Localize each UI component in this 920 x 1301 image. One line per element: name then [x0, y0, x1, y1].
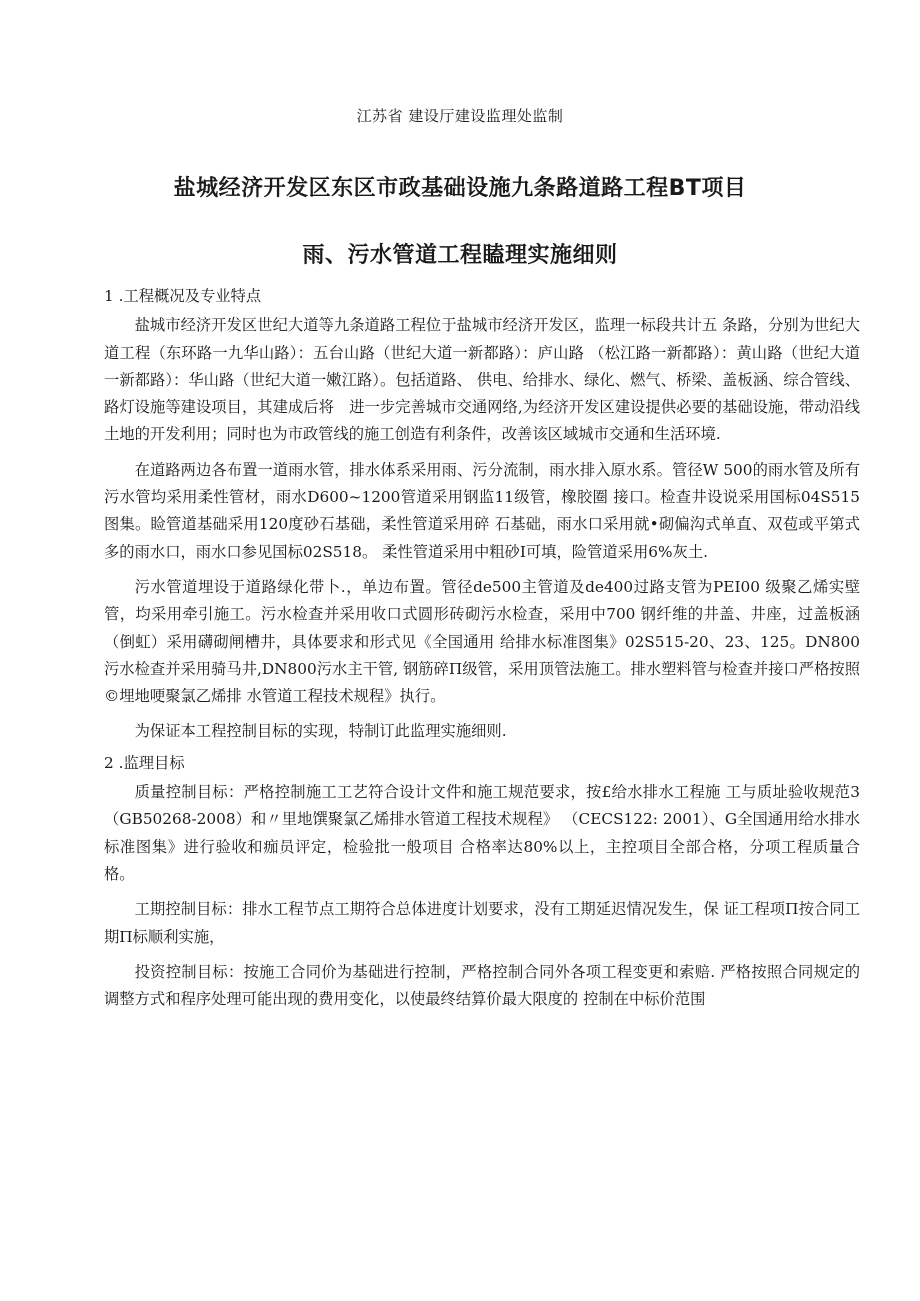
paragraph-quality-objective: 质量控制目标：严格控制施工工艺符合设计文件和施工规范要求，按£给水排水工程施 工与质址验收规范3 （GB50268-2008）和〃里地馔聚氯乙烯排水管道工程技术规程》 （CECS122: 2001）、G全国通用给水排水标准图集》进行验收和痂员评定，检验批一般项目 合格率达80%以上，主控项目全部合格，分项工程质量合格。	[104, 783, 860, 883]
paragraph-purpose: 为保证本工程控制目标的实现，特制订此监理实施细则.	[134, 722, 507, 741]
document-title-line-2: 雨、污水管道工程瞌理实施细则	[302, 243, 618, 268]
paragraph-rainwater-pipes: 在道路两边各布置一道雨水管，排水体系采用雨、污分流制，雨水排入原水系。管径W 500的雨水管及所有污水管均采用柔性管材，雨水D600~1200管道采用钢监11级管，橡胶圈 接口。检查井设说采用国标04S515图集。睑管道基础采用120度砂石基础，柔性管道采用碎 石基础，雨水口采用就•砌偏沟式单直、双苞或平第式多的雨水口，雨水口参见国标02S518。 柔性管道采用中粗砂I可填，险管道采用6%灰土.	[104, 460, 860, 561]
section-heading-overview: 1 .工程概况及专业特点	[104, 287, 262, 305]
issuer-line: 江苏省 建设厅建设监理处监制	[356, 107, 564, 125]
paragraph-sewage-pipes: 污水管道埋设于道路绿化带卜.，单边布置。管径de500主管道及de400过路支管为PEI00 级聚乙烯实壁管，均采用牵引施工。污水检查并采用收口式圆形砖砌污水检查，采用中700 钢纤维的井盖、井座，过盖板涵（倒虹）采用礴砌闸槽井，具体要求和形式见《全国通用 给排水标准图集》02S515-20、23、125。DN800污水检查并采用骑马井,DN800污水主干管, 钢筋碎Π级管，采用顶管法施工。排水塑料管与检查并接口严格按照©埋地哽聚氯乙烯排 水管道工程技术规程》执行。	[104, 577, 860, 706]
document-title-line-1: 盐城经济开发区东区市政基础设施九条路道路工程BT项目	[173, 176, 747, 201]
paragraph-schedule-objective: 工期控制目标：排水工程节点工期符合总体进度计划要求，没有工期延迟情况发生，保 证工程项Π按合同工期Π标顺利实施，	[104, 900, 860, 946]
paragraph-project-location: 盐城市经济开发区世纪大道等九条道路工程位于盐城市经济开发区，监理一标段共计五 条路，分别为世纪大道工程（东环路一九华山路）：五台山路（世纪大道一新都路）：庐山路 （松江路一新都路）：黄山路（世纪大道一新都路）：华山路（世纪大道一嫩江路）。包括道路、 供电、给排水、绿化、燃气、桥梁、盖板涵、综合管线、路灯设施等建设项目，其建成后将 进一步完善城市交通网络,为经济开发区建设提供必要的基础设施，带动沿线土地的开发利用；同时也为市政管线的施工创造有利条件，改善该区域城市交通和生活环境.	[104, 316, 860, 444]
section-heading-objectives: 2 .监理目标	[104, 753, 185, 772]
document-body	[104, 283, 860, 1021]
paragraph-cost-objective: 投资控制目标：按施工合同价为基础进行控制，严格控制合同外各项工程变更和索赔. 严格按照合同规定的调整方式和程序处理可能出现的费用变化，以使最终结算价最大限度的 控制在中标价范围	[104, 962, 860, 1009]
